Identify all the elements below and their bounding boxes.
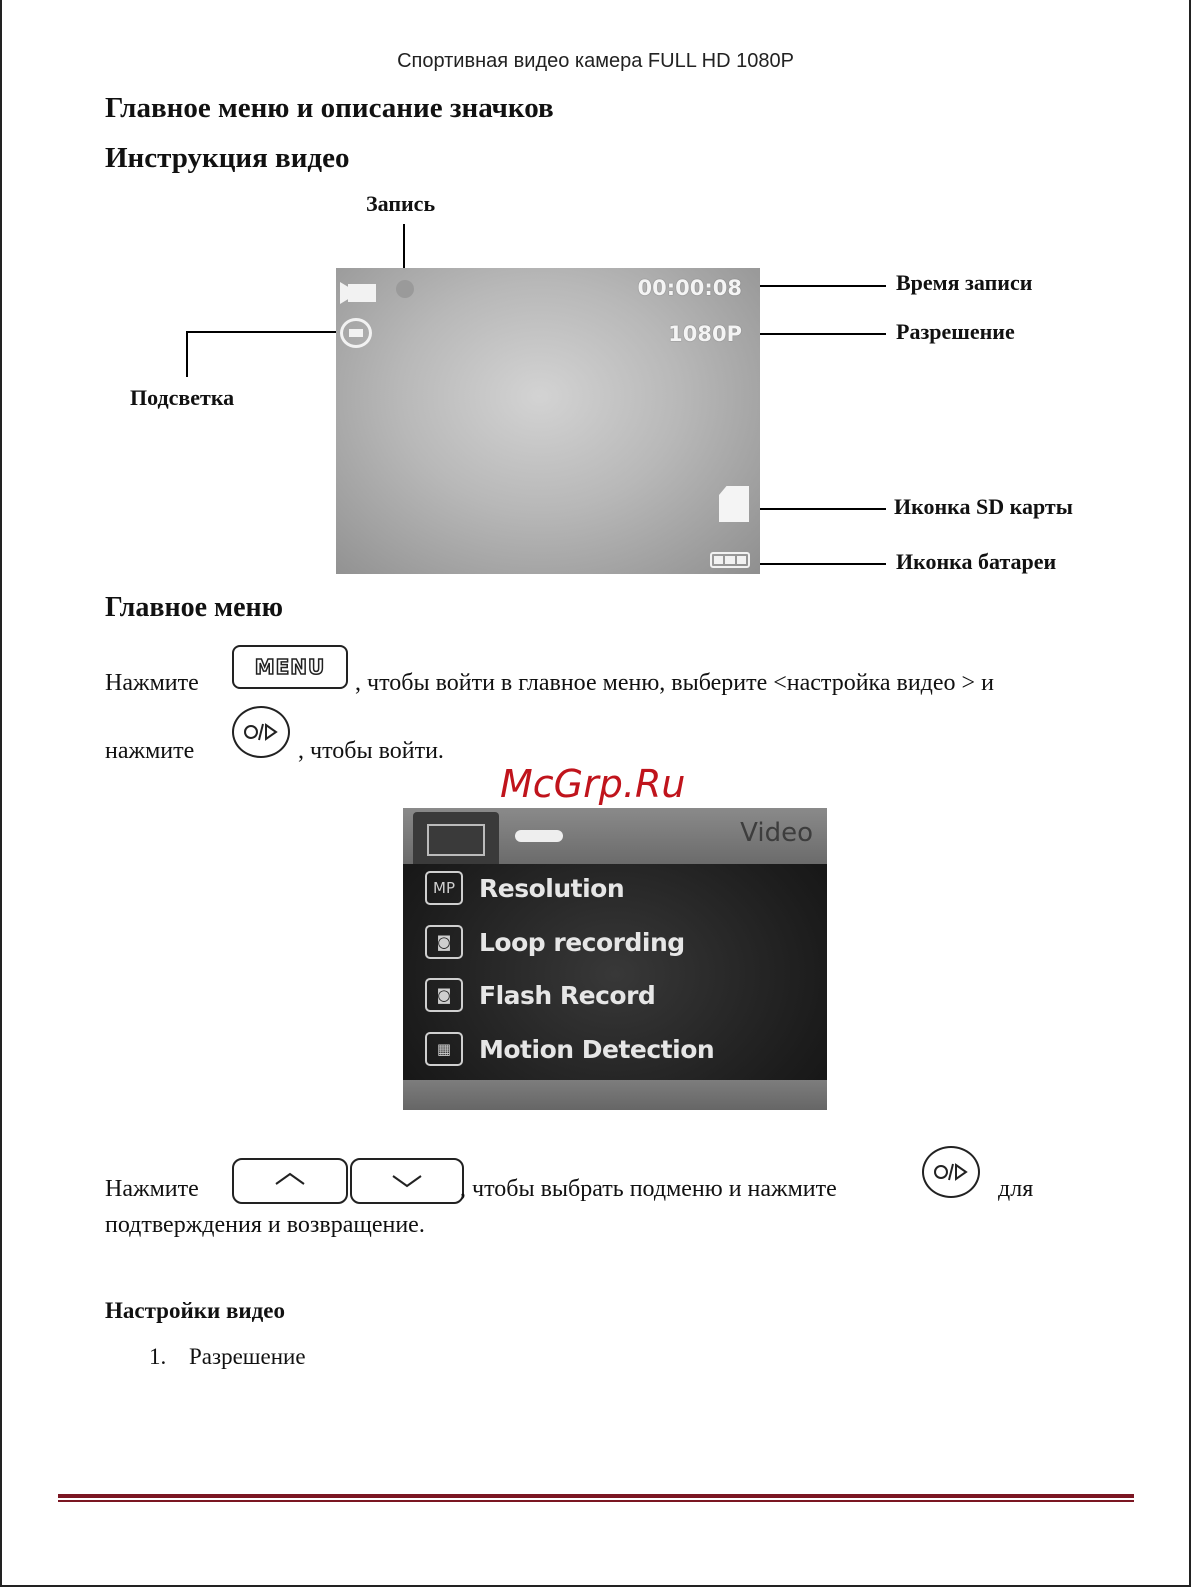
menu-item-motion-detection — [425, 1029, 714, 1069]
camera-screen — [336, 268, 760, 574]
sd-card-icon — [719, 486, 749, 522]
ok-play-button-icon-2 — [922, 1146, 980, 1198]
list-item-resolution: Разрешение — [189, 1344, 306, 1369]
down-button-icon — [350, 1158, 464, 1204]
backlight-icon — [340, 318, 372, 348]
page-border-left — [0, 0, 2, 1587]
record-time: 00:00:08 — [637, 276, 742, 300]
label-battery-icon: Иконка батареи — [896, 549, 1057, 574]
tab-video — [413, 812, 499, 864]
leader-battery — [754, 563, 886, 565]
para2-rest: , чтобы выбрать подменю и нажмите — [460, 1176, 837, 1202]
leader-record — [403, 224, 405, 274]
ok-play-button-icon — [232, 706, 290, 758]
label-sd-icon: Иконка SD карты — [894, 494, 1073, 519]
footer-rule-thin — [58, 1500, 1134, 1502]
leader-resolution — [754, 333, 886, 335]
menu-item-label: Motion Detection — [479, 1034, 715, 1064]
menu-bottom-bar — [403, 1080, 827, 1110]
label-backlight: Подсветка — [130, 385, 235, 410]
para2-press: Нажмите — [105, 1176, 199, 1202]
menu-item-loop-recording — [425, 922, 685, 962]
para1-press2: нажмите — [105, 738, 195, 764]
menu-button-label: MENU — [254, 655, 326, 679]
resolution-value: 1080P — [668, 322, 742, 346]
menu-item-flash-record — [425, 975, 655, 1015]
para1-rest: , чтобы войти в главное меню, выберите <настройка видео > и — [355, 670, 994, 696]
leader-backlight-v — [186, 331, 188, 377]
loop-icon: ◙ — [425, 925, 463, 959]
heading-video-instruction: Инструкция видео — [105, 142, 350, 174]
label-record: Запись — [366, 191, 436, 216]
heading-main: Главное меню и описание значков — [105, 92, 554, 124]
para2-for: для — [998, 1176, 1034, 1202]
heading-main-menu: Главное меню — [105, 592, 284, 623]
heading-video-settings: Настройки видео — [105, 1298, 285, 1323]
menu-item-label: Loop recording — [479, 927, 685, 957]
label-resolution: Разрешение — [896, 319, 1015, 344]
menu-item-resolution — [425, 868, 624, 908]
motion-icon: ▦ — [425, 1032, 463, 1066]
footer-rule-thick — [58, 1494, 1134, 1498]
menu-button-icon — [232, 645, 348, 689]
record-dot-icon — [396, 280, 414, 298]
list-number: 1. — [149, 1344, 167, 1369]
video-menu-screen — [403, 808, 827, 1110]
watermark: McGrp.Ru — [500, 762, 686, 806]
leader-sd — [754, 508, 886, 510]
page-header: Спортивная видео камера FULL HD 1080P — [397, 50, 794, 72]
up-button-icon — [232, 1158, 348, 1204]
para2-line2: подтверждения и возвращение. — [105, 1212, 425, 1238]
menu-item-label: Resolution — [479, 873, 625, 903]
wrench-icon — [515, 830, 563, 842]
menu-tabbar — [403, 808, 827, 864]
label-record-time: Время записи — [896, 270, 1033, 295]
leader-backlight-h — [186, 331, 342, 333]
battery-icon — [710, 552, 750, 568]
para1-press: Нажмите — [105, 670, 199, 696]
leader-record-time — [754, 285, 886, 287]
para1-rest2: , чтобы войти. — [298, 738, 444, 764]
video-tab-icon — [427, 824, 485, 856]
mp-icon: MP — [425, 871, 463, 905]
camera-icon — [340, 278, 378, 306]
menu-item-label: Flash Record — [479, 980, 656, 1010]
menu-title: Video — [740, 818, 813, 848]
flash-icon: ◙ — [425, 978, 463, 1012]
